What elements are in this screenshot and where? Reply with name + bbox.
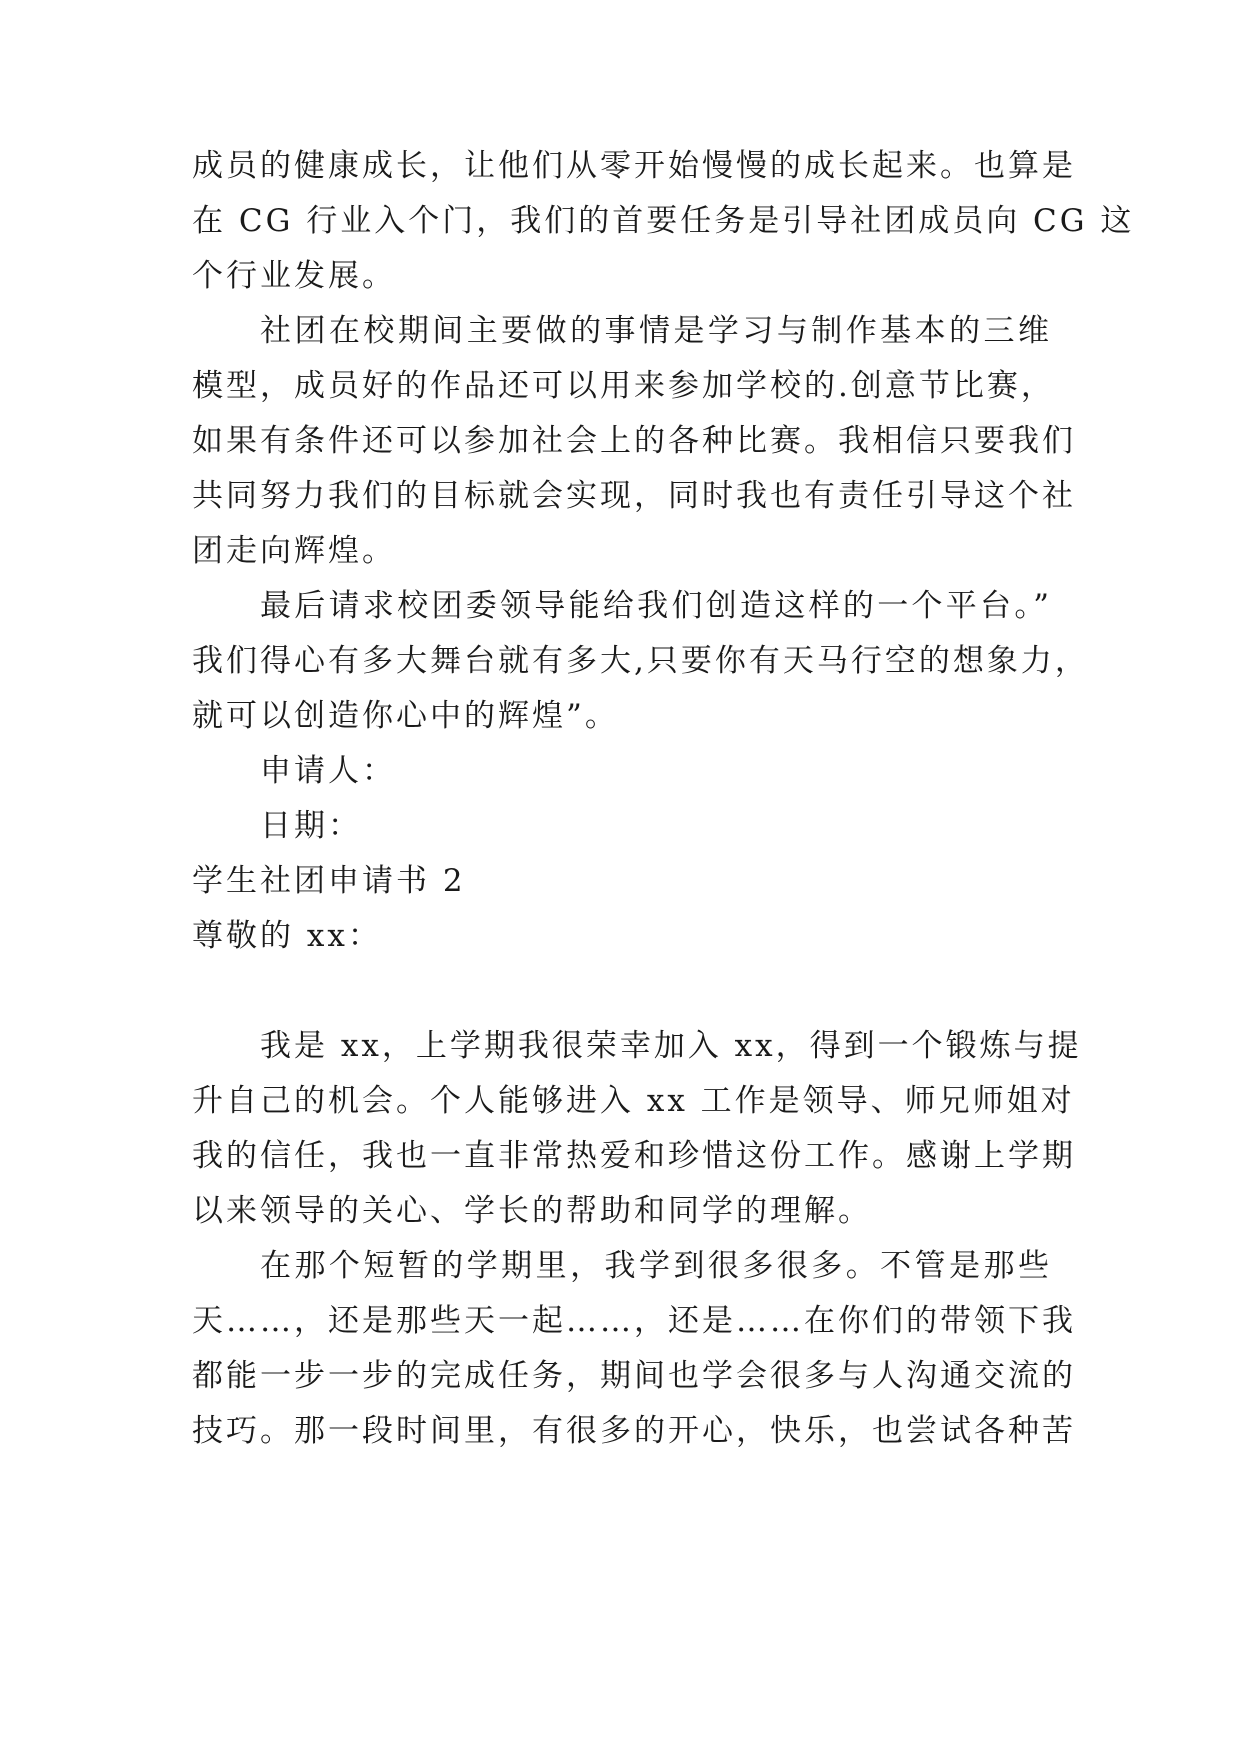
section-title: 学生社团申请书 2 — [192, 863, 466, 899]
salutation: 尊敬的 xx： — [192, 918, 382, 954]
text-line: 个行业发展。 — [192, 258, 396, 294]
text-line: 团走向辉煌。 — [192, 533, 396, 569]
text-line: 如果有条件还可以参加社会上的各种比赛。我相信只要我们 — [192, 423, 1076, 459]
applicant-label: 申请人： — [260, 753, 396, 789]
text-line: 升自己的机会。个人能够进入 xx 工作是领导、师兄师姐对 — [192, 1083, 1075, 1119]
date-label: 日期： — [260, 808, 362, 844]
text-line: 成员的健康成长，让他们从零开始慢慢的成长起来。也算是 — [192, 148, 1076, 184]
text-line: 社团在校期间主要做的事情是学习与制作基本的三维 — [260, 313, 1052, 349]
text-line: 技巧。那一段时间里，有很多的开心，快乐，也尝试各种苦 — [192, 1413, 1076, 1449]
text-line: 我们得心有多大舞台就有多大,只要你有天马行空的想象力， — [192, 643, 1089, 679]
text-line: 我是 xx，上学期我很荣幸加入 xx，得到一个锻炼与提 — [260, 1028, 1082, 1064]
text-line: 就可以创造你心中的辉煌”。 — [192, 698, 619, 734]
text-line: 在 CG 行业入个门，我们的首要任务是引导社团成员向 CG 这 — [192, 203, 1135, 239]
text-line: 在那个短暂的学期里，我学到很多很多。不管是那些 — [260, 1248, 1052, 1284]
text-line: 都能一步一步的完成任务，期间也学会很多与人沟通交流的 — [192, 1358, 1076, 1394]
text-line: 模型，成员好的作品还可以用来参加学校的.创意节比赛， — [192, 368, 1055, 404]
text-line: 天……，还是那些天一起……，还是……在你们的带领下我 — [192, 1303, 1076, 1339]
text-line: 我的信任，我也一直非常热爱和珍惜这份工作。感谢上学期 — [192, 1138, 1076, 1174]
text-line: 最后请求校团委领导能给我们创造这样的一个平台。” — [260, 588, 1052, 624]
text-line: 共同努力我们的目标就会实现，同时我也有责任引导这个社 — [192, 478, 1076, 514]
text-line: 以来领导的关心、学长的帮助和同学的理解。 — [192, 1193, 872, 1229]
